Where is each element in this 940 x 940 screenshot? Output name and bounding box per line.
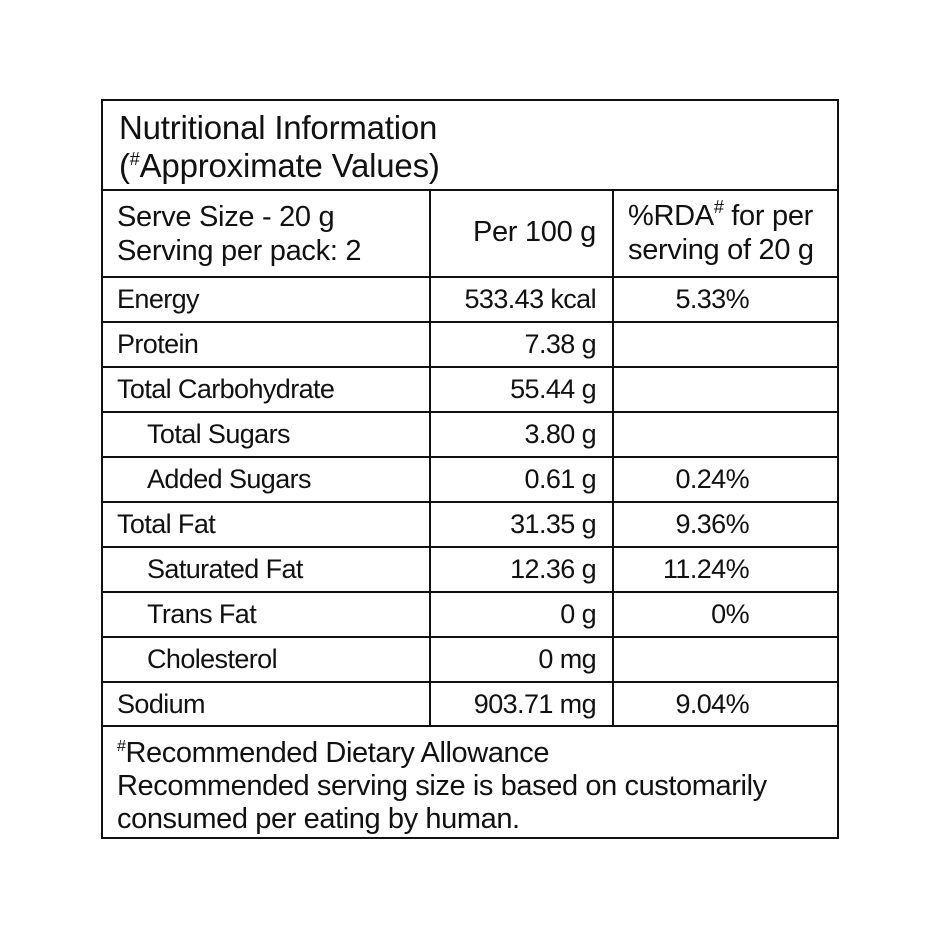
table-row: [103, 367, 837, 412]
rda-value: 0%: [613, 592, 837, 637]
rda-footnote-mark: #: [713, 196, 724, 217]
rda-header-suffix: for per: [723, 199, 814, 232]
nutrition-facts-panel: [101, 99, 839, 839]
footnote-line-1: [117, 737, 837, 770]
rda-header-line2: serving of 20 g: [628, 233, 814, 266]
table-row: [103, 502, 837, 547]
serve-size: Serve Size - 20 g: [117, 200, 335, 233]
rda-value: [613, 367, 837, 412]
rda-value: 9.36%: [613, 502, 837, 547]
nutrient-name: Energy: [103, 277, 430, 322]
table-row: [103, 547, 837, 592]
nutrient-name: Added Sugars: [103, 457, 430, 502]
panel-title: Nutritional Information: [119, 109, 438, 146]
table-row: [103, 457, 837, 502]
nutrient-name: Total Carbohydrate: [103, 367, 430, 412]
nutrition-table: [103, 189, 837, 727]
footnote-block: [103, 727, 837, 836]
rda-value: 5.33%: [613, 277, 837, 322]
table-row: [103, 637, 837, 682]
subtitle-open-paren: (: [119, 147, 130, 184]
nutrient-name: Trans Fat: [103, 592, 430, 637]
table-row: [103, 682, 837, 726]
rda-header-prefix: %RDA: [628, 199, 714, 232]
rda-value: [613, 412, 837, 457]
nutrient-name: Sodium: [103, 682, 430, 726]
footnote-line-3: consumed per eating by human.: [117, 803, 520, 835]
nutrient-name: Total Sugars: [103, 412, 430, 457]
table-header-row: [103, 189, 837, 277]
nutrient-name: Total Fat: [103, 502, 430, 547]
per-100g-value: 0 g: [430, 592, 613, 637]
per-100g-value: 0.61 g: [430, 457, 613, 502]
table-row: [103, 322, 837, 367]
rda-value: 9.04%: [613, 682, 837, 726]
per-100g-header: Per 100 g: [430, 189, 613, 277]
panel-subtitle: [119, 147, 837, 185]
rda-header-line1: [628, 196, 837, 233]
footnote-mark: #: [117, 738, 126, 755]
nutrient-name: Saturated Fat: [103, 547, 430, 592]
title-block: [103, 101, 837, 191]
per-100g-value: 12.36 g: [430, 547, 613, 592]
table-row: [103, 592, 837, 637]
rda-header: [613, 189, 837, 277]
serving-info-cell: [103, 189, 430, 277]
table-row: [103, 277, 837, 322]
per-100g-value: 3.80 g: [430, 412, 613, 457]
per-100g-value: 31.35 g: [430, 502, 613, 547]
per-100g-value: 903.71 mg: [430, 682, 613, 726]
servings-per-pack: Serving per pack: 2: [117, 234, 362, 267]
nutrient-name: Cholesterol: [103, 637, 430, 682]
footnote-rda-text: Recommended Dietary Allowance: [125, 737, 550, 769]
subtitle-footnote-mark: #: [129, 149, 140, 169]
nutrient-name: Protein: [103, 322, 430, 367]
per-100g-value: 7.38 g: [430, 322, 613, 367]
per-100g-value: 55.44 g: [430, 367, 613, 412]
per-100g-value: 533.43 kcal: [430, 277, 613, 322]
footnote-line-2: Recommended serving size is based on customarily: [117, 770, 767, 802]
subtitle-text: Approximate Values): [139, 147, 440, 184]
rda-value: [613, 322, 837, 367]
rda-value: 11.24%: [613, 547, 837, 592]
rda-value: [613, 637, 837, 682]
per-100g-value: 0 mg: [430, 637, 613, 682]
table-row: [103, 412, 837, 457]
rda-value: 0.24%: [613, 457, 837, 502]
